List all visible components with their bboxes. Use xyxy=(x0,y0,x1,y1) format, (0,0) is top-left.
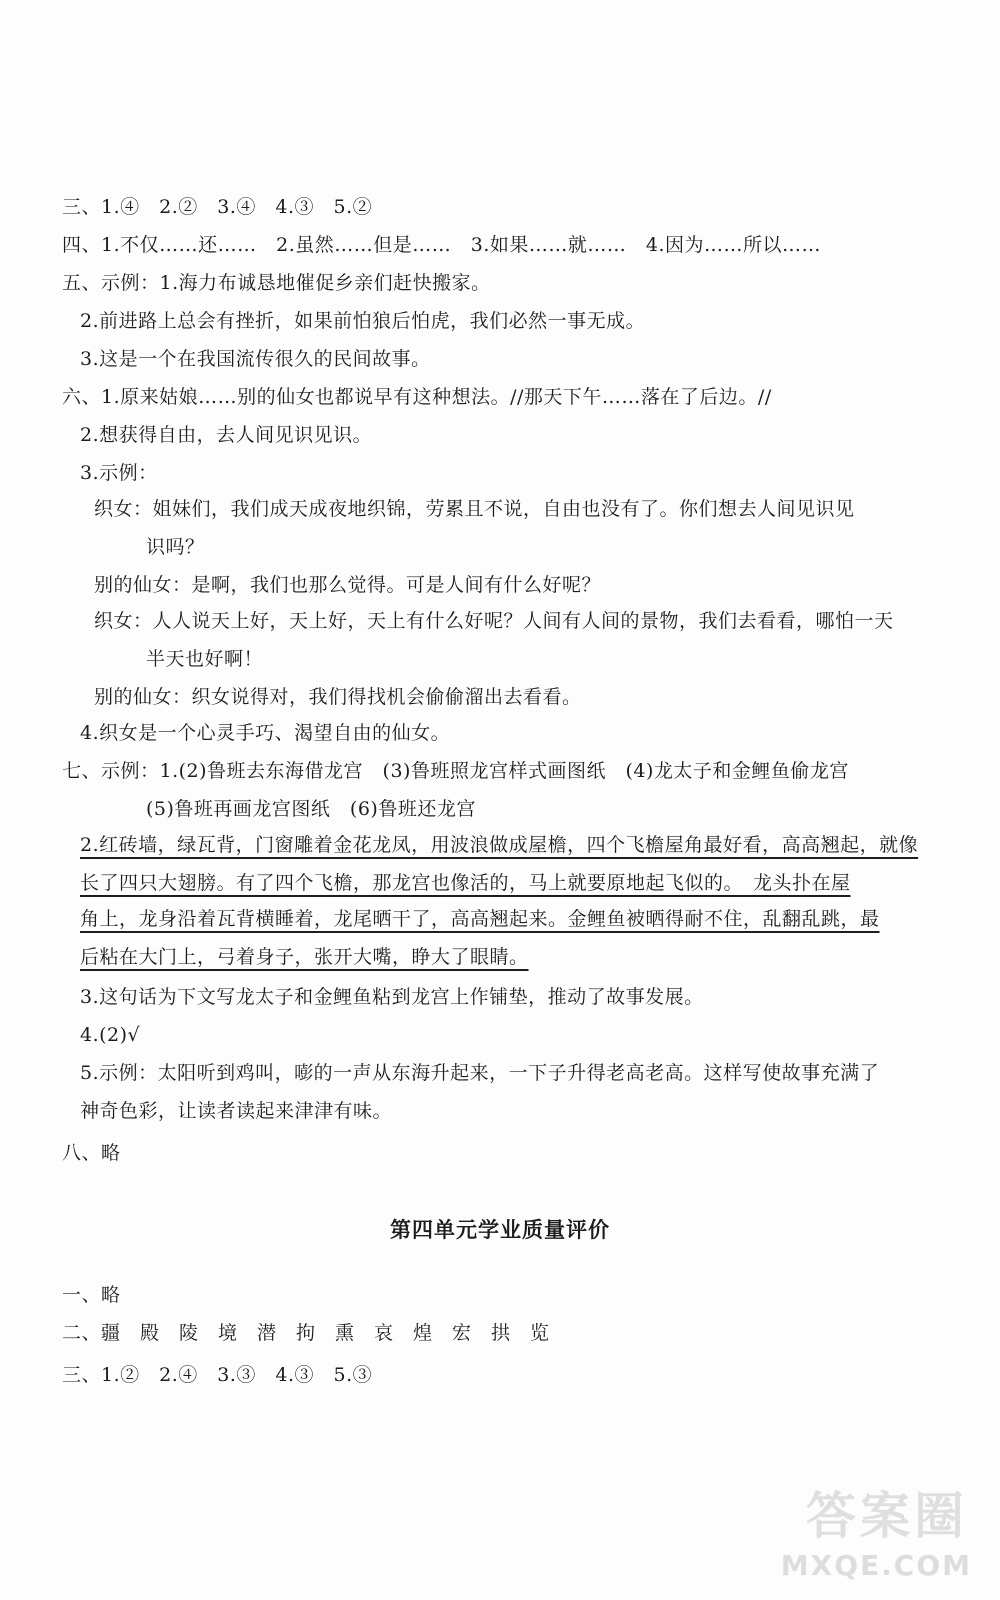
answer-line-5-1: 五、示例：1.海力布诚恳地催促乡亲们赶快搬家。 xyxy=(62,272,491,294)
unit4-answer-line-2: 二、疆 殿 陵 境 潜 拘 熏 哀 煌 宏 拱 览 xyxy=(62,1322,550,1344)
answer-line-7-3: 3.这句话为下文写龙太子和金鲤鱼粘到龙宫上作铺垫，推动了故事发展。 xyxy=(80,986,704,1008)
dialogue-line-c-cont: 半天也好啊！ xyxy=(146,648,264,670)
watermark-url: MXQE.COM xyxy=(780,1549,972,1582)
answer-line-7-2d: 后粘在大门上，弓着身子，张开大嘴，睁大了眼睛。 xyxy=(80,946,529,968)
dialogue-line-a-cont: 识吗？ xyxy=(146,536,205,558)
section-title: 第四单元学业质量评价 xyxy=(390,1218,610,1242)
watermark-text: 答案圈 xyxy=(806,1487,968,1545)
answer-line-7-1-cont: (5)鲁班再画龙宫图纸 (6)鲁班还龙宫 xyxy=(146,798,476,820)
answer-line-6-1: 六、1.原来姑娘……别的仙女也都说早有这种想法。//那天下午……落在了后边。// xyxy=(62,386,772,408)
answer-line-8: 八、略 xyxy=(62,1142,121,1164)
dialogue-line-b: 别的仙女：是啊，我们也那么觉得。可是人间有什么好呢？ xyxy=(94,574,602,596)
answer-line-7-2b: 长了四只大翅膀。有了四个飞檐，那龙宫也像活的，马上就要原地起飞似的。 龙头扑在屋 xyxy=(80,872,851,894)
answer-line-7-5a: 5.示例：太阳听到鸡叫，嘭的一声从东海升起来，一下子升得老高老高。这样写使故事充满了 xyxy=(80,1062,880,1084)
unit4-answer-line-1: 一、略 xyxy=(62,1284,121,1306)
answer-line-5-3: 3.这是一个在我国流传很久的民间故事。 xyxy=(80,348,431,370)
answer-line-4: 四、1.不仅……还…… 2.虽然……但是…… 3.如果……就…… 4.因为……所以…… xyxy=(62,234,822,256)
answer-line-6-2: 2.想获得自由，去人间见识见识。 xyxy=(80,424,373,446)
dialogue-line-d: 别的仙女：织女说得对，我们得找机会偷偷溜出去看看。 xyxy=(94,686,582,708)
answer-line-7-2c: 角上，龙身沿着瓦背横睡着，龙尾晒干了，高高翘起来。金鲤鱼被晒得耐不住，乱翻乱跳，最 xyxy=(80,908,880,930)
answer-line-7-4: 4.(2)√ xyxy=(80,1024,141,1046)
answer-line-3: 三、1.④ 2.② 3.④ 4.③ 5.② xyxy=(62,196,373,218)
watermark-logo xyxy=(728,1476,978,1586)
unit4-answer-line-3: 三、1.② 2.④ 3.③ 4.③ 5.③ xyxy=(62,1364,373,1386)
dialogue-line-c: 织女：人人说天上好，天上好，天上有什么好呢？人间有人间的景物，我们去看看，哪怕一天 xyxy=(94,610,894,632)
answer-line-6-4: 4.织女是一个心灵手巧、渴望自由的仙女。 xyxy=(80,722,451,744)
answer-line-6-3: 3.示例： xyxy=(80,462,158,484)
answer-line-5-2: 2.前进路上总会有挫折，如果前怕狼后怕虎，我们必然一事无成。 xyxy=(80,310,646,332)
answer-line-7-5b: 神奇色彩，让读者读起来津津有味。 xyxy=(80,1100,393,1122)
answer-line-7-2a: 2.红砖墙，绿瓦背，门窗雕着金花龙凤，用波浪做成屋檐，四个飞檐屋角最好看，高高翘起，就像 xyxy=(80,834,919,856)
answer-line-7-1: 七、示例：1.(2)鲁班去东海借龙宫 (3)鲁班照龙宫样式画图纸 (4)龙太子和金鲤鱼偷龙宫 xyxy=(62,760,849,782)
dialogue-line-a: 织女：姐妹们，我们成天成夜地织锦，劳累且不说，自由也没有了。你们想去人间见识见 xyxy=(94,498,855,520)
